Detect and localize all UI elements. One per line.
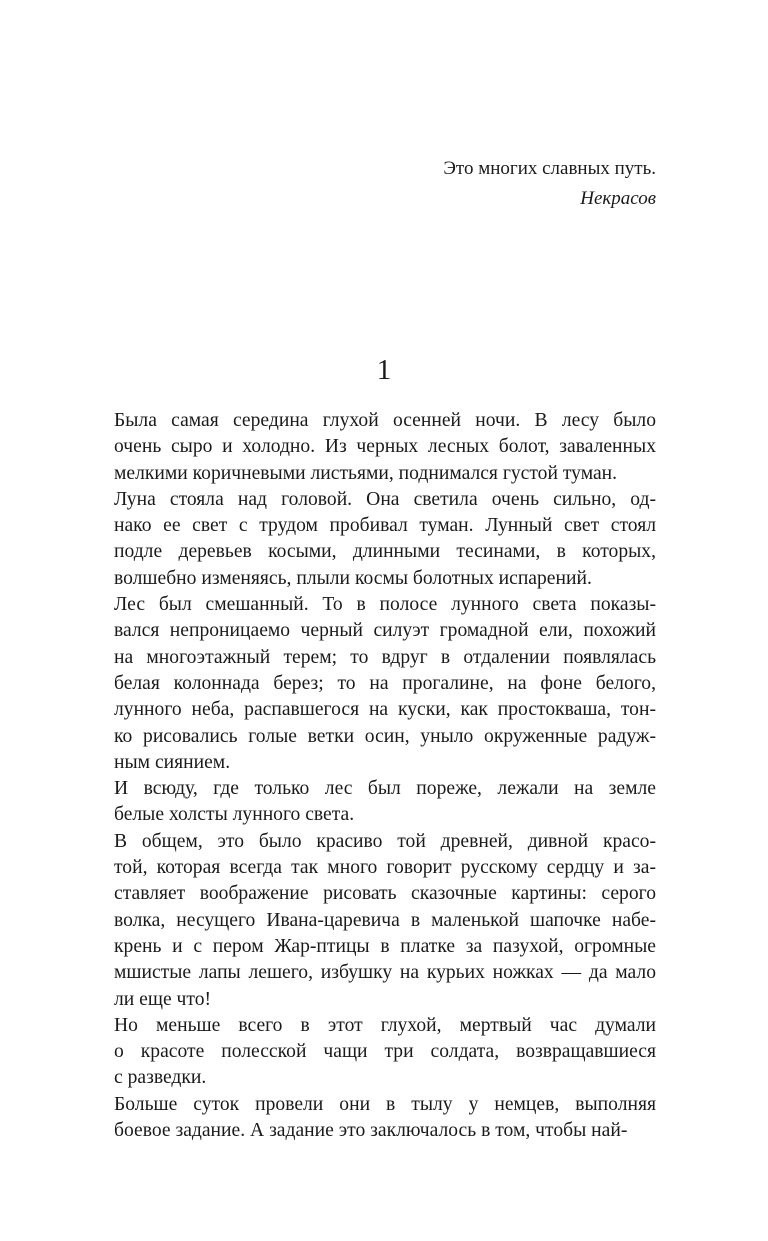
text-line: ным сиянием. xyxy=(114,751,231,773)
text-line: очень сыро и холодно. Из черных лесных болот, заваленных xyxy=(114,436,656,458)
text-line: Но меньше всего в этот глухой, мертвый час думали xyxy=(114,1014,656,1036)
text-line: вался непроницаемо черный силуэт громадной ели, похожий xyxy=(114,620,656,642)
text-line: белая колоннада берез; то на прогалине, на фоне белого, xyxy=(114,672,656,694)
epigraph-author: Некрасов xyxy=(580,188,656,209)
epigraph xyxy=(443,154,656,214)
paragraph xyxy=(83,592,656,776)
text-line: подле деревьев косыми, длинными тесинами, в которых, xyxy=(114,541,656,563)
text-line: Лес был смешанный. То в полосе лунного света показы- xyxy=(114,594,656,616)
text-line: той, которая всегда так много говорит русскому сердцу и за- xyxy=(114,857,656,879)
text-line: В общем, это было красиво той древней, дивной красо- xyxy=(114,830,656,852)
epigraph-line: Это многих славных путь. xyxy=(443,158,656,179)
text-line: мшистые лапы лешего, избушку на курьих ножках — да мало xyxy=(114,962,656,984)
text-line: нако ее свет с трудом пробивал туман. Лунный свет стоял xyxy=(114,515,656,537)
text-line: Больше суток провели они в тылу у немцев, выполняя xyxy=(114,1093,656,1115)
text-line: о красоте полесской чащи три солдата, возвращавшиеся xyxy=(114,1041,656,1063)
text-line: крень и с пером Жар-птицы в платке за пазухой, огромные xyxy=(114,935,656,957)
text-line: ставляет воображение рисовать сказочные картины: серого xyxy=(114,883,656,905)
text-line: Была самая середина глухой осенней ночи. В лесу было xyxy=(114,410,656,431)
text-line: боевое задание. А задание это заключалось в том, чтобы най- xyxy=(114,1120,628,1142)
chapter-body xyxy=(83,408,656,1144)
text-line: ко рисовались голые ветки осин, уныло окруженные радуж- xyxy=(114,725,656,747)
text-line: И всюду, где только лес был пореже, лежали на земле xyxy=(114,778,656,800)
paragraph xyxy=(83,776,656,829)
text-line: ли еще что! xyxy=(114,988,212,1010)
text-line: мелкими коричневыми листьями, поднимался густой туман. xyxy=(114,462,618,484)
paragraph xyxy=(83,829,656,1013)
text-line: с разведки. xyxy=(114,1067,207,1089)
text-line: волшебно изменяясь, плыли космы болотных испарений. xyxy=(114,567,592,589)
paragraph xyxy=(83,408,656,487)
text-line: белые холсты лунного света. xyxy=(114,804,355,826)
text-line: волка, несущего Ивана-царевича в маленькой шапочке набе- xyxy=(114,909,656,931)
chapter-number: 1 xyxy=(376,354,392,386)
text-line: на многоэтажный терем; то вдруг в отдалении появлялась xyxy=(114,646,656,668)
text-line: Луна стояла над головой. Она светила очень сильно, од- xyxy=(114,488,656,510)
text-line: лунного неба, распавшегося на куски, как простокваша, тон- xyxy=(114,699,656,721)
paragraph xyxy=(83,1013,656,1092)
paragraph xyxy=(83,487,656,592)
paragraph xyxy=(83,1092,656,1145)
